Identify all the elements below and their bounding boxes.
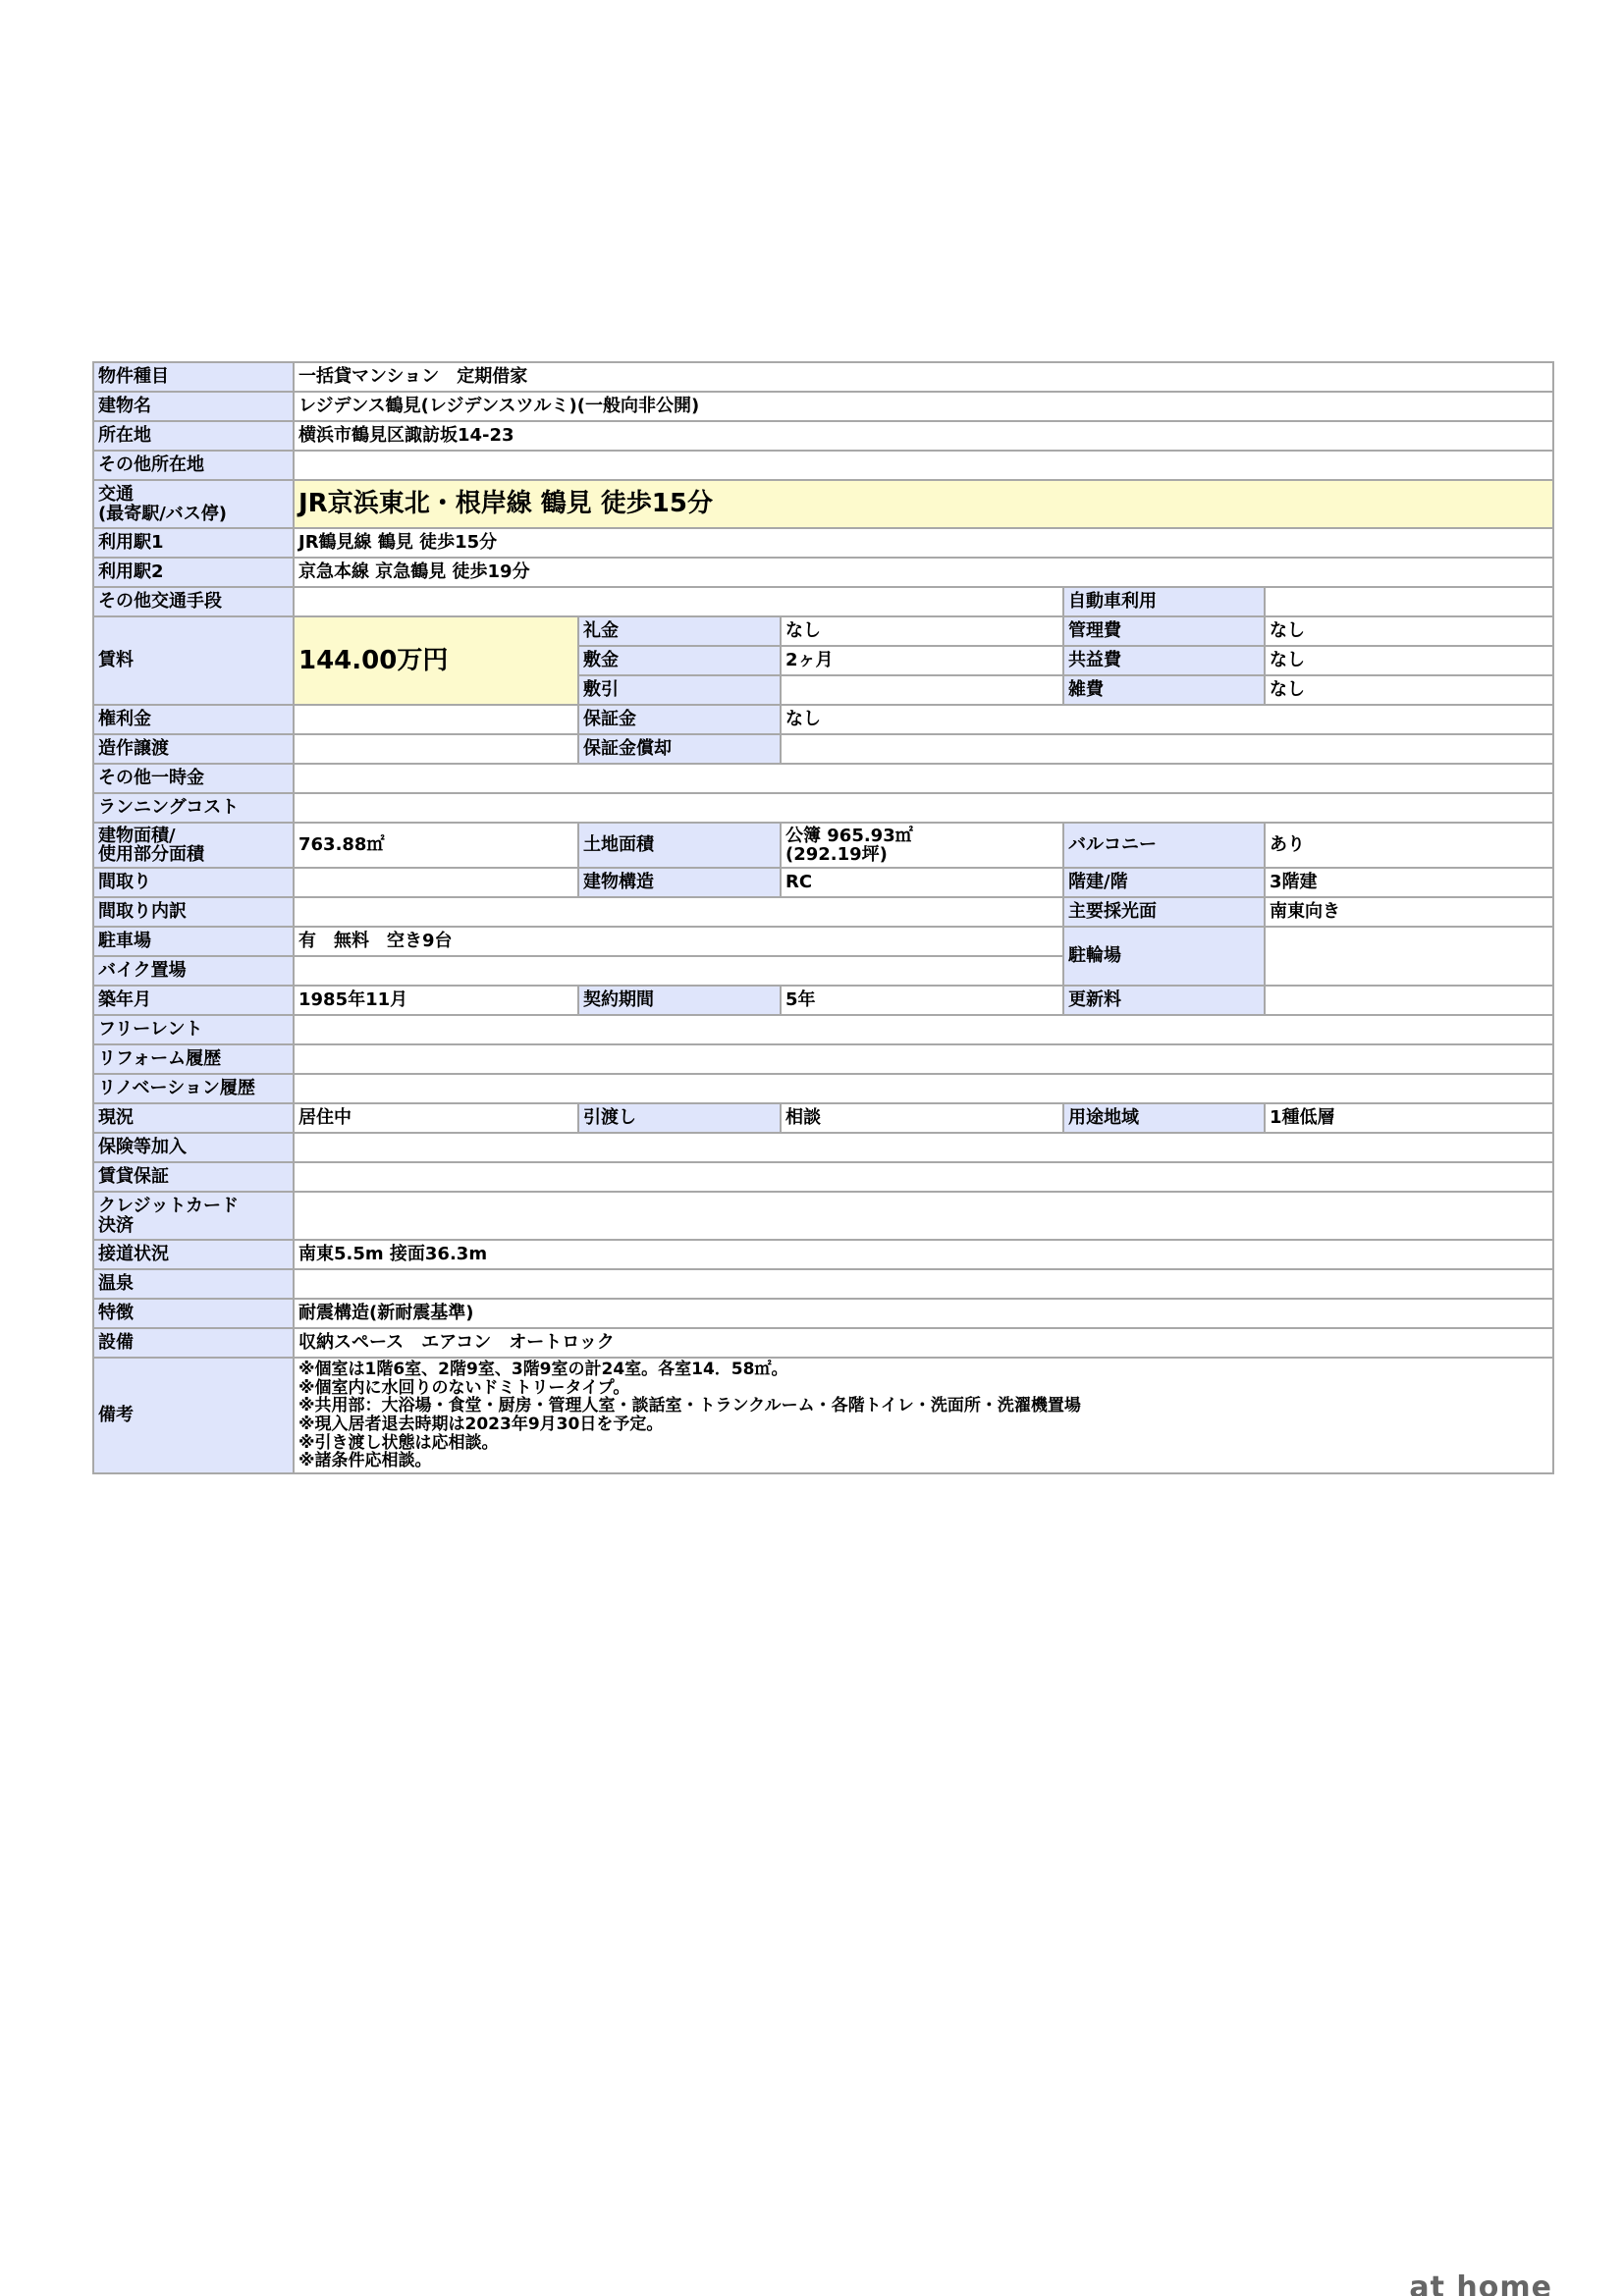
row-guarantee xyxy=(93,1162,1553,1192)
athome-logo: at home xyxy=(1409,2273,1552,2296)
traffic-label: 交通 (最寄駅/バス停) xyxy=(93,480,294,528)
other-address-label: その他所在地 xyxy=(93,451,294,480)
shikikin-label: 敷金 xyxy=(578,646,781,675)
notes-label: 備考 xyxy=(93,1358,294,1473)
row-freerent xyxy=(93,1015,1553,1044)
row-madori-detail xyxy=(93,897,1553,927)
row-running xyxy=(93,793,1553,823)
notes-value: ※個室は1階6室、2階9室、3階9室の計24室。各室14．58㎡。 ※個室内に水回りのないドミトリータイプ。 ※共用部：大浴場・食堂・厨房・管理人室・談話室・トランクルーム・各階トイレ・洗面所・洗濯機置場 ※現入居者退去時期は2023年9月30日を予定。 ※引き渡し状態は応相談。 ※諸条件応相談。 xyxy=(294,1358,1553,1473)
shikikin-value: 2ヶ月 xyxy=(781,646,1063,675)
reform-value xyxy=(294,1044,1553,1074)
built-label: 築年月 xyxy=(93,986,294,1015)
contract-value: 5年 xyxy=(781,986,1063,1015)
car-label: 自動車利用 xyxy=(1063,587,1265,616)
structure-label: 建物構造 xyxy=(578,868,781,897)
station2-value: 京急本線 京急鶴見 徒歩19分 xyxy=(294,558,1553,587)
credit-value xyxy=(294,1192,1553,1240)
madori-detail-value xyxy=(294,897,1063,927)
address-value: 横浜市鶴見区諏訪坂14-23 xyxy=(294,421,1553,451)
balcony-label: バルコニー xyxy=(1063,823,1265,868)
type-value: 一括貸マンション 定期借家 xyxy=(294,362,1553,392)
status-value: 居住中 xyxy=(294,1103,578,1133)
bike-label: バイク置場 xyxy=(93,956,294,986)
kenrikin-value xyxy=(294,705,578,734)
floors-label: 階建/階 xyxy=(1063,868,1265,897)
hosho-label: 保証金 xyxy=(578,705,781,734)
row-reform xyxy=(93,1044,1553,1074)
shokyaku-value xyxy=(781,734,1553,764)
car-value xyxy=(1265,587,1553,616)
row-status xyxy=(93,1103,1553,1133)
madori-detail-label: 間取り内訳 xyxy=(93,897,294,927)
freerent-label: フリーレント xyxy=(93,1015,294,1044)
row-other-transport xyxy=(93,587,1553,616)
kyoeki-value: なし xyxy=(1265,646,1553,675)
row-madori xyxy=(93,868,1553,897)
running-value xyxy=(294,793,1553,823)
light-label: 主要採光面 xyxy=(1063,897,1265,927)
row-station2 xyxy=(93,558,1553,587)
other-transport-value xyxy=(294,587,1063,616)
property-detail-table xyxy=(92,361,1554,1474)
shikibiki-label: 敷引 xyxy=(578,675,781,705)
land-value: 公簿 965.93㎡ (292.19坪) xyxy=(781,823,1063,868)
row-other-address xyxy=(93,451,1553,480)
guarantee-label: 賃貸保証 xyxy=(93,1162,294,1192)
insurance-value xyxy=(294,1133,1553,1162)
renew-label: 更新料 xyxy=(1063,986,1265,1015)
handover-value: 相談 xyxy=(781,1103,1063,1133)
other-transport-label: その他交通手段 xyxy=(93,587,294,616)
row-station1 xyxy=(93,528,1553,558)
other-address-value xyxy=(294,451,1553,480)
equipment-value: 収納スペース エアコン オートロック xyxy=(294,1328,1553,1358)
structure-value: RC xyxy=(781,868,1063,897)
kenrikin-label: 権利金 xyxy=(93,705,294,734)
address-label: 所在地 xyxy=(93,421,294,451)
row-parking xyxy=(93,927,1553,956)
features-value: 耐震構造(新耐震基準) xyxy=(294,1299,1553,1328)
running-label: ランニングコスト xyxy=(93,793,294,823)
rent-label: 賃料 xyxy=(93,616,294,705)
zappi-value: なし xyxy=(1265,675,1553,705)
building-label: 建物名 xyxy=(93,392,294,421)
parking-value: 有 無料 空き9台 xyxy=(294,927,1063,956)
built-value: 1985年11月 xyxy=(294,986,578,1015)
station1-value: JR鶴見線 鶴見 徒歩15分 xyxy=(294,528,1553,558)
row-area xyxy=(93,823,1553,868)
status-label: 現況 xyxy=(93,1103,294,1133)
row-address xyxy=(93,421,1553,451)
area-value: 763.88㎡ xyxy=(294,823,578,868)
row-kenrikin xyxy=(93,705,1553,734)
row-credit xyxy=(93,1192,1553,1240)
kyoeki-label: 共益費 xyxy=(1063,646,1265,675)
row-renovation xyxy=(93,1074,1553,1103)
zousaku-value xyxy=(294,734,578,764)
traffic-value: JR京浜東北・根岸線 鶴見 徒歩15分 xyxy=(294,480,1553,528)
road-label: 接道状況 xyxy=(93,1240,294,1269)
land-label: 土地面積 xyxy=(578,823,781,868)
zousaku-label: 造作譲渡 xyxy=(93,734,294,764)
equipment-label: 設備 xyxy=(93,1328,294,1358)
renovation-value xyxy=(294,1074,1553,1103)
area-label: 建物面積/ 使用部分面積 xyxy=(93,823,294,868)
reikin-value: なし xyxy=(781,616,1063,646)
other-lump-value xyxy=(294,764,1553,793)
row-traffic xyxy=(93,480,1553,528)
rent-value: 144.00万円 xyxy=(294,616,578,705)
row-rent-1 xyxy=(93,616,1553,646)
zappi-label: 雑費 xyxy=(1063,675,1265,705)
bike-value xyxy=(294,956,1063,986)
freerent-value xyxy=(294,1015,1553,1044)
hosho-value: なし xyxy=(781,705,1553,734)
row-notes xyxy=(93,1358,1553,1473)
balcony-value: あり xyxy=(1265,823,1553,868)
madori-label: 間取り xyxy=(93,868,294,897)
contract-label: 契約期間 xyxy=(578,986,781,1015)
floors-value: 3階建 xyxy=(1265,868,1553,897)
guarantee-value xyxy=(294,1162,1553,1192)
credit-label: クレジットカード 決済 xyxy=(93,1192,294,1240)
bike-park-value xyxy=(1265,927,1553,986)
row-type xyxy=(93,362,1553,392)
shokyaku-label: 保証金償却 xyxy=(578,734,781,764)
building-value: レジデンス鶴見(レジデンスツルミ)(一般向非公開) xyxy=(294,392,1553,421)
renovation-label: リノベーション履歴 xyxy=(93,1074,294,1103)
light-value: 南東向き xyxy=(1265,897,1553,927)
row-zousaku xyxy=(93,734,1553,764)
reform-label: リフォーム履歴 xyxy=(93,1044,294,1074)
row-onsen xyxy=(93,1269,1553,1299)
type-label: 物件種目 xyxy=(93,362,294,392)
row-features xyxy=(93,1299,1553,1328)
madori-value xyxy=(294,868,578,897)
station2-label: 利用駅2 xyxy=(93,558,294,587)
other-lump-label: その他一時金 xyxy=(93,764,294,793)
row-road xyxy=(93,1240,1553,1269)
parking-label: 駐車場 xyxy=(93,927,294,956)
reikin-label: 礼金 xyxy=(578,616,781,646)
shikibiki-value xyxy=(781,675,1063,705)
bike-park-label: 駐輪場 xyxy=(1063,927,1265,986)
insurance-label: 保険等加入 xyxy=(93,1133,294,1162)
handover-label: 引渡し xyxy=(578,1103,781,1133)
kanri-value: なし xyxy=(1265,616,1553,646)
features-label: 特徴 xyxy=(93,1299,294,1328)
row-built xyxy=(93,986,1553,1015)
kanri-label: 管理費 xyxy=(1063,616,1265,646)
zoning-value: 1種低層 xyxy=(1265,1103,1553,1133)
row-building xyxy=(93,392,1553,421)
zoning-label: 用途地域 xyxy=(1063,1103,1265,1133)
onsen-value xyxy=(294,1269,1553,1299)
onsen-label: 温泉 xyxy=(93,1269,294,1299)
row-other-lump xyxy=(93,764,1553,793)
renew-value xyxy=(1265,986,1553,1015)
road-value: 南東5.5m 接面36.3m xyxy=(294,1240,1553,1269)
row-equipment xyxy=(93,1328,1553,1358)
row-insurance xyxy=(93,1133,1553,1162)
station1-label: 利用駅1 xyxy=(93,528,294,558)
